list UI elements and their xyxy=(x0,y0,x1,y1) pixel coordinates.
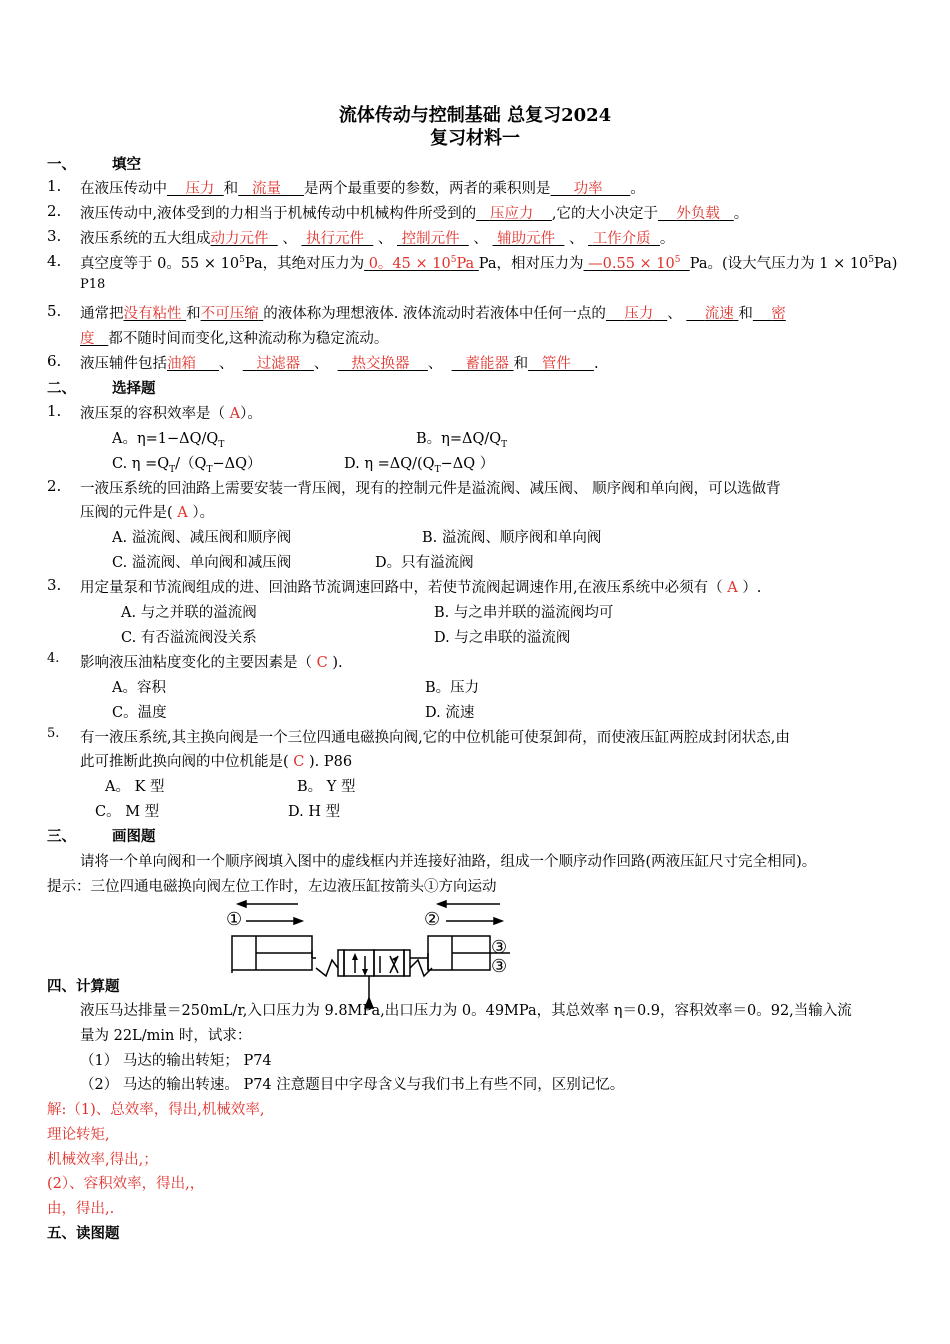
text: 、 xyxy=(282,231,297,247)
answer-text: 压力 xyxy=(185,181,215,197)
text: 和 xyxy=(186,306,201,322)
question-number: 3. xyxy=(47,227,62,245)
text: Pa，其绝对压力为 xyxy=(244,256,365,272)
question-number: 2. xyxy=(47,477,62,495)
answer-blank xyxy=(452,356,514,372)
solution-line-5: 由，得出,. xyxy=(47,1201,115,1217)
option-text: −ΔQ ） xyxy=(440,456,495,472)
text: 。 xyxy=(659,231,675,247)
section-drawing-heading xyxy=(47,825,156,846)
text: 液压辅件包括 xyxy=(80,356,167,372)
option-text: A。η=1−ΔQ/Q xyxy=(112,431,219,447)
choice-question-2-cont xyxy=(80,501,214,522)
option-b: B. 溢流阀、顺序阀和单向阀 xyxy=(422,530,602,546)
subscript: T xyxy=(169,464,176,475)
solution-line-1: 解:（1)、总效率，得出,机械效率, xyxy=(47,1102,265,1118)
text: 、 xyxy=(427,356,443,372)
text: Pa) xyxy=(874,256,898,272)
answer-text: 功率 xyxy=(573,181,603,197)
text: ). xyxy=(332,655,343,671)
text: 和 xyxy=(223,181,239,197)
option-text: B。η=ΔQ/Q xyxy=(416,431,502,447)
answer-blank xyxy=(238,181,304,197)
text: Pa，相对压力为 xyxy=(478,256,584,272)
option-a xyxy=(112,427,224,448)
label-port-3: ③ xyxy=(491,937,508,958)
solution-line-3: 机械效率,得出,； xyxy=(47,1152,158,1168)
question-stem: 用定量泵和节流阀组成的进、回油路节流调速回路中，若使节流阀起调速作用,在液压系统中必须有（ xyxy=(80,580,723,596)
text: ）. xyxy=(742,580,762,596)
question-number: 6. xyxy=(47,352,62,370)
section-number: 一、 xyxy=(47,156,76,173)
answer-text: 外负载 xyxy=(676,206,720,222)
answer-text: 蓄能器 xyxy=(465,356,509,372)
option-a: A。 K 型 xyxy=(105,779,165,795)
question-number: 2. xyxy=(47,202,62,220)
option-c: C. 有否溢流阀没关系 xyxy=(121,630,257,646)
answer-blank xyxy=(364,256,479,272)
answer-text: 压应力 xyxy=(489,206,534,222)
answer-text: 油箱 xyxy=(167,356,196,372)
option-b: B。压力 xyxy=(425,680,480,696)
option-c xyxy=(112,452,261,473)
right-cylinder-arrows xyxy=(438,901,502,924)
answer-blank xyxy=(167,356,219,372)
text: 。 xyxy=(630,181,645,197)
answer-text: 流速 xyxy=(704,306,734,322)
text: ,它的大小决定于 xyxy=(551,206,658,222)
option-d: D。只有溢流阀 xyxy=(375,555,474,571)
text: 、 xyxy=(313,356,329,372)
answer-text: A xyxy=(229,406,241,422)
text: 、 xyxy=(568,231,584,247)
option-text: −ΔQ） xyxy=(212,456,262,472)
section-fill-heading xyxy=(47,153,141,174)
answer-text: 不可压缩 xyxy=(200,306,259,322)
section-number: 二、 xyxy=(47,380,76,397)
question-stem: 影响液压油粘度变化的主要因素是（ xyxy=(80,655,312,671)
answer-blank xyxy=(753,306,786,322)
answer-blank xyxy=(243,356,314,372)
question-stem: 液压泵的容积效率是（ xyxy=(80,406,225,422)
answer-blank xyxy=(80,331,108,347)
answer-text: C xyxy=(293,754,305,770)
option-d: D. H 型 xyxy=(288,804,341,820)
question-stem: 此可推断此换向阀的中位机能是( xyxy=(80,754,289,770)
left-cylinder xyxy=(232,936,312,973)
valve-arrowheads xyxy=(352,953,398,976)
doc-title-line2: 复习材料一 xyxy=(430,128,520,149)
subscript: T xyxy=(206,464,213,475)
text: 、 xyxy=(219,356,234,372)
answer-blank xyxy=(301,231,373,247)
answer-text: Pa xyxy=(456,256,475,272)
option-b xyxy=(416,427,507,448)
text: . xyxy=(593,356,599,372)
question-stem: 压阀的元件是( xyxy=(80,505,173,521)
label-port-3b: ③ xyxy=(491,956,508,977)
text: ). P86 xyxy=(308,754,353,770)
answer-blank xyxy=(528,356,594,372)
question-stem: 一液压系统的回油路上需要安装一背压阀，现有的控制元件是溢流阀、减压阀、 顺序阀和单向阀，可以选做背 xyxy=(80,481,781,497)
option-a: A。容积 xyxy=(112,680,166,696)
answer-text: 管件 xyxy=(541,356,571,372)
page-reference: P18 xyxy=(80,277,106,292)
text: 、 xyxy=(473,231,488,247)
answer-blank xyxy=(588,231,660,247)
option-c: C。 M 型 xyxy=(95,804,160,820)
option-a: A. 溢流阀、减压阀和顺序阀 xyxy=(112,530,292,546)
answer-blank xyxy=(584,256,690,272)
answer-text: 过滤器 xyxy=(256,356,301,372)
section-choice-heading xyxy=(47,377,156,398)
solution-line-2: 理论转矩, xyxy=(47,1127,110,1143)
option-d xyxy=(344,452,494,473)
subscript: T xyxy=(218,439,225,450)
question-number: 3. xyxy=(47,576,62,594)
text: ）。 xyxy=(192,505,215,521)
answer-text: 流量 xyxy=(251,181,281,197)
text: 通常把 xyxy=(80,306,124,322)
section-title: 选择题 xyxy=(112,380,156,397)
answer-blank xyxy=(658,206,734,222)
answer-blank xyxy=(493,231,565,247)
answer-text: A xyxy=(727,580,738,596)
option-c: C。温度 xyxy=(112,705,167,721)
answer-text: 压力 xyxy=(624,306,654,322)
text: 液压系统的五大组成 xyxy=(80,231,211,247)
left-cylinder-arrows xyxy=(238,901,302,924)
option-b: B. 与之串并联的溢流阀均可 xyxy=(434,605,614,621)
question-number: 5. xyxy=(47,302,62,320)
question-number: 1. xyxy=(47,402,62,420)
calc-item-2: （2） 马达的输出转速。 P74 注意题目中字母含义与我们书上有些不同，区别记忆。 xyxy=(80,1077,625,1093)
text: 都不随时间而变化,这种流动称为稳定流动。 xyxy=(108,331,389,347)
section-number: 三、 xyxy=(47,828,76,845)
section-calc-heading: 四、计算题 xyxy=(47,978,120,995)
exponent: 5 xyxy=(868,255,875,266)
answer-text: 控制元件 xyxy=(401,231,460,247)
answer-text: 没有粘性 xyxy=(123,306,182,322)
text: 、 xyxy=(377,231,393,247)
solution-line-4: (2）、容积效率，得出,， xyxy=(47,1176,205,1192)
answer-text: 热交换器 xyxy=(351,356,410,372)
directional-valve xyxy=(316,950,432,976)
answer-blank xyxy=(167,181,224,197)
answer-text: 动力元件 xyxy=(210,231,269,247)
answer-blank xyxy=(338,356,428,372)
option-c: C. 溢流阀、单向阀和减压阀 xyxy=(112,555,292,571)
question-stem: 有一液压系统,其主换向阀是一个三位四通电磁换向阀,它的中位机能可使泵卸荷，而使液压缸两腔成封闭状态,由 xyxy=(80,730,790,746)
section-read-diagram-heading: 五、读图题 xyxy=(47,1225,120,1242)
option-text: D. η =ΔQ/(Q xyxy=(344,456,435,472)
label-arrow-1: ① xyxy=(226,909,243,930)
answer-blank xyxy=(476,206,552,222)
answer-text: 度 xyxy=(80,331,95,347)
section-title: 填空 xyxy=(112,156,141,173)
fill-question-5-cont xyxy=(80,327,388,348)
text: ）。 xyxy=(240,406,262,422)
text: 的液体称为理想液体. 液体流动时若液体中任何一点的 xyxy=(263,306,606,322)
answer-text: A xyxy=(177,505,188,521)
exponent: 5 xyxy=(674,255,681,266)
option-text: C. η =Q xyxy=(112,456,170,472)
text: 。 xyxy=(733,206,749,222)
label-arrow-2: ② xyxy=(424,909,441,930)
question-number: 4. xyxy=(47,651,60,666)
text: Pa。(设大气压力为 1 × 10 xyxy=(689,256,869,272)
option-a: A. 与之并联的溢流阀 xyxy=(121,605,257,621)
option-text: /（Q xyxy=(175,456,207,472)
question-number: 5. xyxy=(47,726,60,741)
answer-text: 辅助元件 xyxy=(497,231,556,247)
answer-text: 执行元件 xyxy=(306,231,365,247)
question-number: 4. xyxy=(47,252,62,270)
answer-text: C xyxy=(316,655,328,671)
answer-blank xyxy=(201,306,264,322)
exponent: 5 xyxy=(239,255,245,266)
text: 真空度等于 0。55 × 10 xyxy=(80,256,240,272)
exponent: 5 xyxy=(450,255,457,266)
answer-blank xyxy=(124,306,187,322)
option-d: D. 与之串联的溢流阀 xyxy=(434,630,571,646)
subscript: T xyxy=(434,464,441,475)
calc-item-1: （1） 马达的输出转矩； P74 xyxy=(80,1053,272,1069)
text: 和 xyxy=(513,356,529,372)
text: 是两个最重要的参数，两者的乘积则是 xyxy=(304,181,551,197)
answer-blank xyxy=(606,306,667,322)
section-title: 画图题 xyxy=(112,828,156,845)
text: 在液压传动中 xyxy=(80,181,167,197)
answer-blank xyxy=(397,231,469,247)
answer-blank xyxy=(551,181,631,197)
drawing-hint: 提示：三位四通电磁换向阀左位工作时，左边液压缸按箭头①方向运动 xyxy=(47,879,497,895)
drawing-instruction: 请将一个单向阀和一个顺序阀填入图中的虚线框内并连接好油路，组成一个顺序动作回路(两液压缸尺寸完全相同)。 xyxy=(80,854,817,870)
answer-text: —0.55 × 10 xyxy=(588,256,675,272)
answer-text: 0。45 × 10 xyxy=(368,256,451,272)
text: 液压传动中,液体受到的力相当于机械传动中机械构件所受到的 xyxy=(80,206,477,222)
doc-title-line1: 流体传动与控制基础 总复习2024 xyxy=(338,105,612,126)
subscript: T xyxy=(501,439,508,450)
text: 、 xyxy=(667,306,682,322)
choice-question-5-cont xyxy=(80,750,352,771)
calc-problem-line1: 液压马达排量＝250mL/r,入口压力为 9.8MPa,出口压力为 0。49MPa，其总效率 η＝0.9，容积效率＝0。92,当输入流 xyxy=(80,1003,852,1019)
answer-blank xyxy=(686,306,738,322)
question-number: 1. xyxy=(47,177,62,195)
answer-text: 密 xyxy=(771,306,786,322)
option-d: D. 流速 xyxy=(425,705,475,721)
hydraulic-circuit-diagram xyxy=(220,898,520,1010)
option-b: B。 Y 型 xyxy=(297,779,356,795)
answer-text: 工作介质 xyxy=(592,231,651,247)
answer-blank xyxy=(211,231,278,247)
text: 和 xyxy=(738,306,753,322)
calc-problem-line2: 量为 22L/min 时，试求： xyxy=(80,1028,252,1044)
